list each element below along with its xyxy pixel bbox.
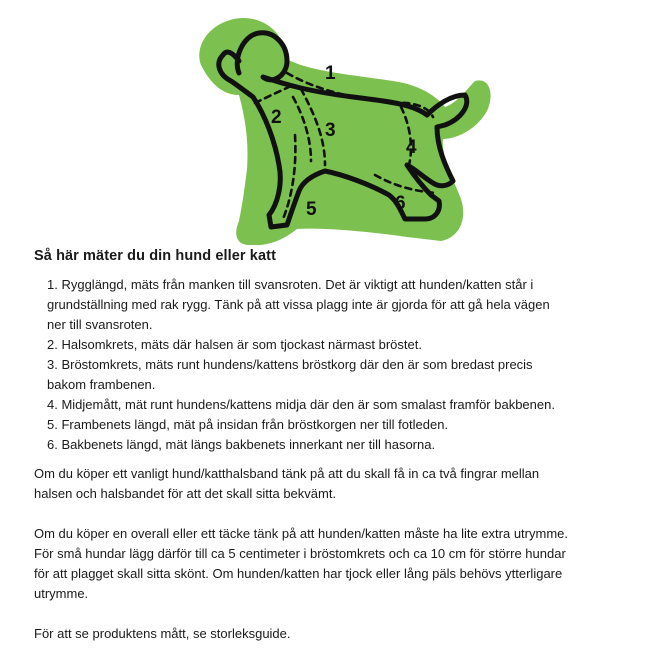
collar-note bbox=[34, 464, 634, 504]
marker-2: 2 bbox=[271, 107, 282, 128]
note-line: Om du köper en overall eller ett täcke tänk på att hunden/katten måste ha lite extra utrymme. bbox=[34, 526, 568, 541]
note-line: för att plagget skall sitta skönt. Om hunden/katten har tjock eller lång päls behövs ytterligare bbox=[34, 566, 563, 581]
marker-6: 6 bbox=[395, 193, 406, 214]
note-line: halsen och halsbandet för att det skall sitta bekvämt. bbox=[34, 486, 337, 501]
note-line: Om du köper ett vanligt hund/katthalsband tänk på att du skall få in ca två fingrar mellan bbox=[34, 466, 540, 481]
step-line: grundställning med rak rygg. Tänk på att vissa plagg inte är gjorda för att gå hela vägen bbox=[47, 297, 550, 312]
dog-measurement-diagram bbox=[175, 15, 495, 245]
step-line: bakom frambenen. bbox=[47, 377, 156, 392]
note-line: För små hundar lägg därför till ca 5 centimeter i bröstomkrets och ca 10 cm för större hundar bbox=[34, 546, 566, 561]
step-line: 6. Bakbenets längd, mät längs bakbenets innerkant ner till hasorna. bbox=[47, 437, 436, 452]
marker-4: 4 bbox=[406, 137, 417, 158]
measurement-steps bbox=[34, 275, 634, 455]
step-line: 3. Bröstomkrets, mäts runt hundens/kattens bröstkorg där den är som bredast precis bbox=[47, 357, 533, 372]
green-blob-background bbox=[199, 18, 490, 245]
note-line: utrymme. bbox=[34, 586, 89, 601]
measurement-guide bbox=[34, 248, 634, 644]
size-guide-note: För att se produktens mått, se storleksguide. bbox=[34, 626, 291, 641]
step-line: 1. Rygglängd, mäts från manken till svansroten. Det är viktigt att hunden/katten står i bbox=[47, 277, 534, 292]
marker-3: 3 bbox=[325, 120, 336, 141]
step-line: 2. Halsomkrets, mäts där halsen är som tjockast närmast bröstet. bbox=[47, 337, 422, 352]
step-line: 4. Midjemått, mät runt hundens/kattens midja där den är som smalast framför bakbenen. bbox=[47, 397, 555, 412]
step-line: ner till svansroten. bbox=[47, 317, 153, 332]
marker-5: 5 bbox=[306, 199, 317, 220]
step-line: 5. Frambenets längd, mät på insidan från bröstkorgen ner till fotleden. bbox=[47, 417, 449, 432]
guide-heading: Så här mäter du din hund eller katt bbox=[34, 248, 276, 264]
overall-note bbox=[34, 524, 634, 604]
marker-1: 1 bbox=[325, 63, 336, 84]
